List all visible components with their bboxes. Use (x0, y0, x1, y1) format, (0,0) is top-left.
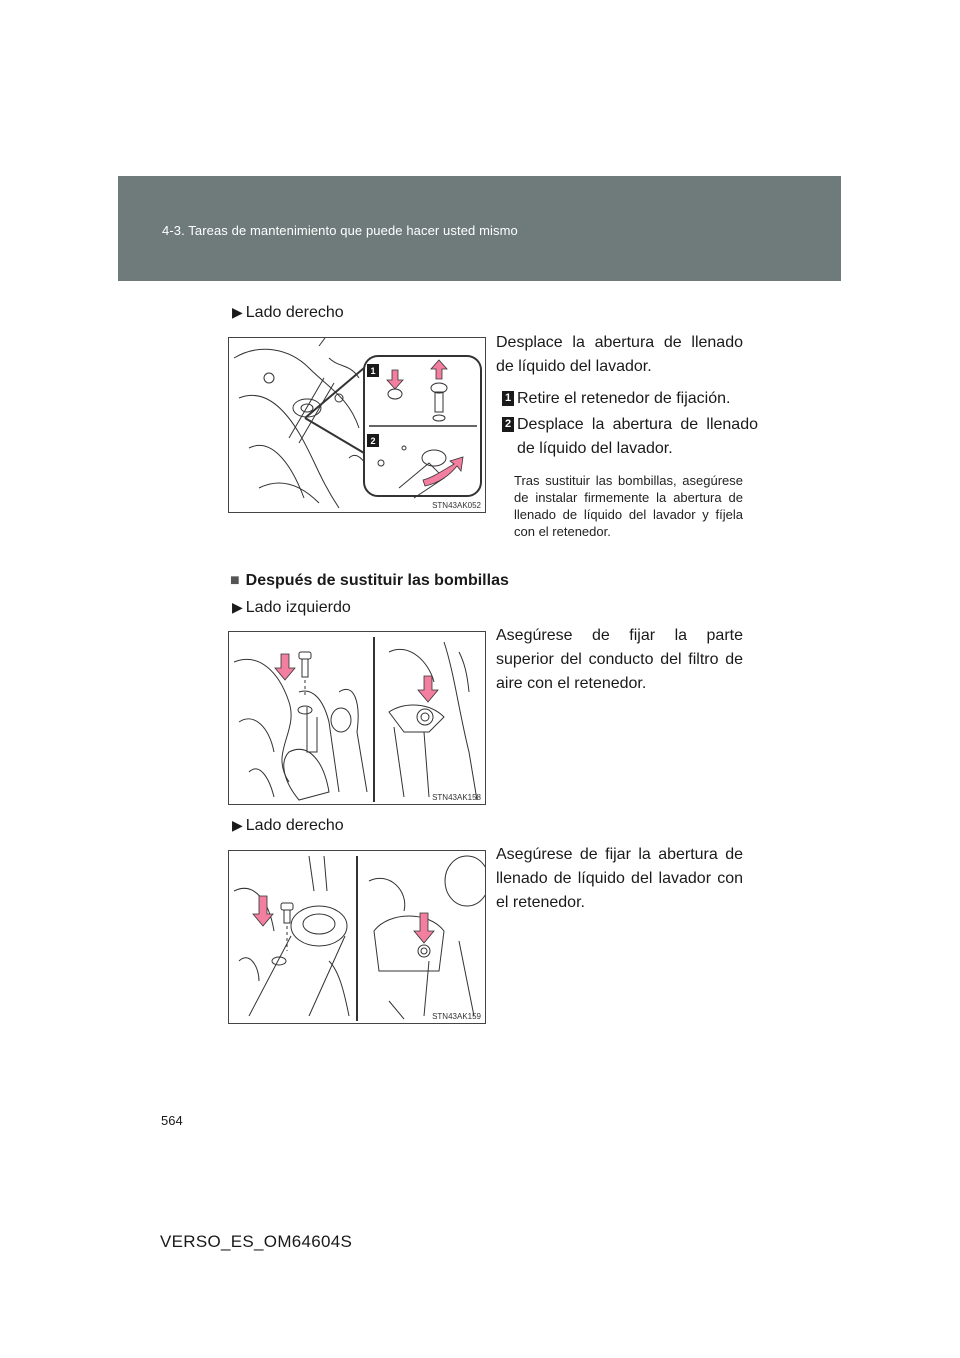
right-instruction-text: Asegúrese de fijar la abertura de llenado de líquido del lavador con el retenedor. (496, 846, 743, 911)
section-heading: ■ Después de sustituir las bombillas (230, 572, 509, 589)
step-number-badge: 1 (502, 391, 514, 406)
triangle-right-icon: ▶ (232, 304, 243, 320)
side-label-right-1: ▶ Lado derecho (232, 304, 344, 321)
note-text: Tras sustituir las bombillas, asegúrese de instalar firmemente la abertura de llenado de líquido del lavador y fíjela con el retenedor. (514, 473, 743, 539)
svg-text:2: 2 (370, 436, 376, 446)
washer-filler-illustration (229, 851, 485, 1023)
down-arrow-icon (275, 654, 295, 680)
triangle-right-icon: ▶ (232, 817, 243, 833)
chapter-header (118, 176, 841, 281)
figure-code: STN43AK052 (432, 501, 481, 510)
square-bullet-icon: ■ (230, 572, 240, 589)
step-2: 2 Desplace la abertura de llenado de líquido del lavador. (502, 413, 758, 461)
figure-air-duct-retainer (228, 631, 486, 805)
side-label-right-2: ▶ Lado derecho (232, 817, 344, 834)
figure-code: STN43AK159 (432, 1012, 481, 1021)
svg-text:1: 1 (370, 366, 376, 376)
figure-washer-filler-retainer (228, 850, 486, 1024)
step-1: 1 Retire el retenedor de fijación. (502, 387, 758, 411)
figure-washer-filler-move (228, 337, 486, 513)
air-duct-illustration (229, 632, 485, 804)
down-arrow-icon (414, 913, 434, 943)
side-label-left: ▶ Lado izquierdo (232, 599, 351, 616)
chapter-title: 4-3. Tareas de mantenimiento que puede hacer usted mismo (162, 223, 518, 238)
triangle-right-icon: ▶ (232, 599, 243, 615)
intro-text: Desplace la abertura de llenado de líquido del lavador. (496, 334, 743, 375)
step-number-badge: 2 (502, 417, 514, 432)
figure-code: STN43AK158 (432, 793, 481, 802)
page-number: 564 (161, 1113, 183, 1128)
down-arrow-icon (253, 896, 273, 926)
document-code: VERSO_ES_OM64604S (160, 1232, 353, 1251)
left-instruction-text: Asegúrese de fijar la parte superior del conducto del filtro de aire con el retenedor. (496, 627, 743, 692)
down-arrow-icon (418, 676, 438, 702)
engine-bay-illustration (229, 338, 485, 512)
